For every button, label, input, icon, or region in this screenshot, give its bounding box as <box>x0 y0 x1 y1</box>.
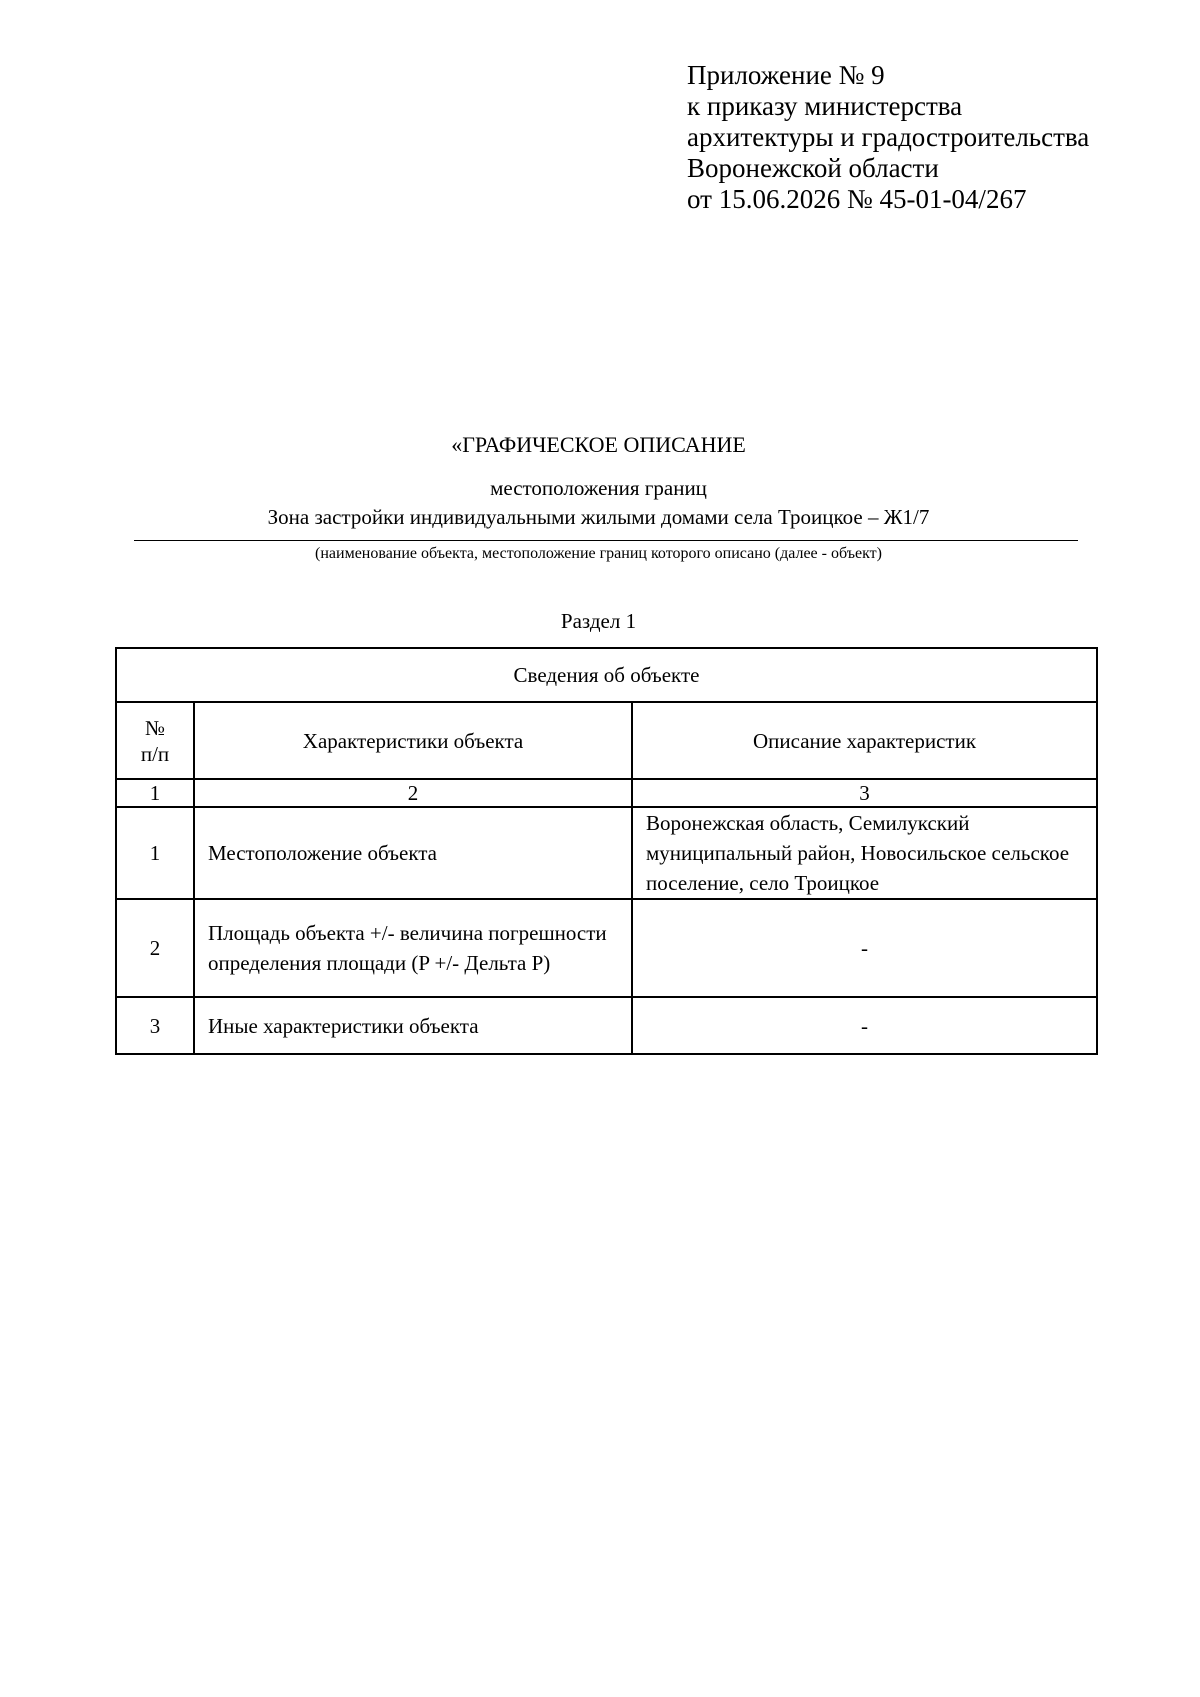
appendix-line: архитектуры и градостроительства <box>687 122 1090 152</box>
column-number: 2 <box>194 779 632 807</box>
object-info-table <box>115 647 1098 1055</box>
header-number <box>116 702 194 779</box>
object-name-caption: (наименование объекта, местоположение границ которого описано (далее - объект) <box>315 545 882 562</box>
row-characteristic: Иные характеристики объекта <box>194 997 632 1054</box>
object-name: Зона застройки индивидуальными жилыми домами села Троицкое – Ж1/7 <box>267 505 930 529</box>
table-row <box>116 807 1097 899</box>
section-heading: Раздел 1 <box>560 609 637 633</box>
header-number-sign: № <box>144 715 166 740</box>
header-characteristic: Характеристики объекта <box>194 702 632 779</box>
table-row <box>116 997 1097 1054</box>
appendix-line: Приложение № 9 <box>687 60 885 90</box>
row-number: 3 <box>116 997 194 1054</box>
appendix-line: Воронежской области <box>687 153 939 183</box>
appendix-line: от 15.06.2026 № 45-01-04/267 <box>687 184 1027 214</box>
row-characteristic: Площадь объекта +/- величина погрешности определения площади (P +/- Дельта P) <box>194 899 632 997</box>
header-number-abbr: п/п <box>140 741 170 766</box>
row-description: - <box>632 899 1097 997</box>
column-number-row <box>116 779 1097 807</box>
row-characteristic: Местоположение объекта <box>194 807 632 899</box>
object-name-underline <box>134 540 1078 541</box>
table-title: Сведения об объекте <box>116 648 1097 702</box>
column-number: 3 <box>632 779 1097 807</box>
row-description: Воронежская область, Семилукский муниципальный район, Новосильское сельское поселение, село Троицкое <box>632 807 1097 899</box>
document-title: «ГРАФИЧЕСКОЕ ОПИСАНИЕ <box>451 432 746 457</box>
table-row <box>116 899 1097 997</box>
row-number: 1 <box>116 807 194 899</box>
header-description: Описание характеристик <box>632 702 1097 779</box>
appendix-line: к приказу министерства <box>687 91 963 121</box>
row-description: - <box>632 997 1097 1054</box>
column-number: 1 <box>116 779 194 807</box>
appendix-header <box>687 60 1089 215</box>
row-number: 2 <box>116 899 194 997</box>
document-subtitle: местоположения границ <box>490 476 707 500</box>
table-title-row <box>116 648 1097 702</box>
table-header-row <box>116 702 1097 779</box>
